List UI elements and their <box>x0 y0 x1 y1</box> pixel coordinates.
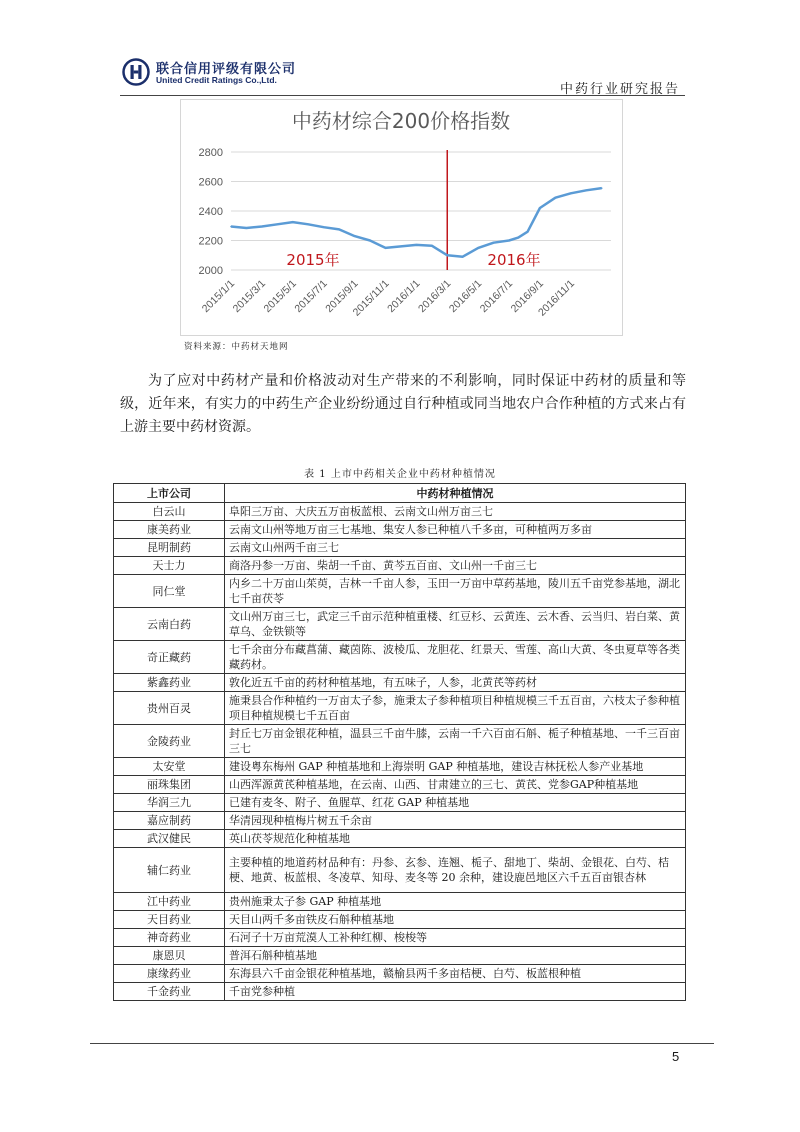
planting-info-cell: 封丘七万亩金银花种植，温县三千亩牛膝，云南一千六百亩石斛、栀子种植基地、一千三百亩三七 <box>225 725 686 758</box>
y-tick-label: 2400 <box>198 206 223 218</box>
series-point <box>585 190 587 192</box>
series-point <box>555 197 557 199</box>
body-paragraph: 为了应对中药材产量和价格波动对生产带来的不利影响，同时保证中药材的质量和等级，近年来，有实力的中药生产企业纷纷通过自行种植或同当地农户合作种植的方式来占有上游主要中药材资源。 <box>120 373 686 435</box>
series-point <box>338 229 340 231</box>
series-point <box>508 240 510 242</box>
planting-info-cell: 贵州施秉太子参 GAP 种植基地 <box>225 893 686 911</box>
planting-info-cell: 云南文山州两千亩三七 <box>225 539 686 557</box>
company-cell: 云南白药 <box>114 608 225 641</box>
company-cell: 丽珠集团 <box>114 776 225 794</box>
planting-info-cell: 石河子十万亩荒漠人工补种红柳、梭梭等 <box>225 929 686 947</box>
series-point <box>246 227 248 229</box>
planting-info-cell: 主要种植的地道药材品种有：丹参、玄参、连翘、栀子、甜地丁、柴胡、金银花、白芍、桔梗、地黄、板蓝根、冬凌草、知母、麦冬等 20 余种，建设鹿邑地区六千五百亩银杏林 <box>225 848 686 893</box>
page-number: 5 <box>672 1049 680 1064</box>
header-company: 上市公司 <box>114 484 225 503</box>
table-row <box>114 965 686 983</box>
company-cell: 天目药业 <box>114 911 225 929</box>
table-row <box>114 725 686 758</box>
table-row <box>114 830 686 848</box>
series-point <box>570 193 572 195</box>
planting-info-cell: 商洛丹参一万亩、柴胡一千亩、黄芩五百亩、文山州一千亩三七 <box>225 557 686 575</box>
header-planting: 中药材种植情况 <box>225 484 686 503</box>
planting-info-cell: 东海县六千亩金银花种植基地，赣榆县两千多亩桔梗、白芍、板蓝根种植 <box>225 965 686 983</box>
series-point <box>307 223 309 225</box>
planting-info-cell: 天目山两千多亩铁皮石斛种植基地 <box>225 911 686 929</box>
y-tick-label: 2600 <box>198 176 223 189</box>
table-row <box>114 608 686 641</box>
series-point <box>446 254 448 256</box>
annotation-2015: 2015年 <box>286 251 340 269</box>
planting-info-cell: 建设粤东梅州 GAP 种植基地和上海崇明 GAP 种植基地，建设吉林抚松人参产业基地 <box>225 758 686 776</box>
company-cell: 贵州百灵 <box>114 692 225 725</box>
table-row <box>114 503 686 521</box>
table-row <box>114 539 686 557</box>
y-tick-label: 2800 <box>198 147 223 159</box>
table-row <box>114 947 686 965</box>
series-point <box>601 187 603 189</box>
series-point <box>518 237 520 239</box>
company-cell: 奇正藏药 <box>114 641 225 674</box>
table-row <box>114 983 686 1001</box>
table-row <box>114 641 686 674</box>
series-line <box>231 188 602 257</box>
x-tick-label: 2016/1/1 <box>385 277 423 316</box>
x-tick-label: 2016/9/1 <box>508 277 547 316</box>
table-header-row <box>114 484 686 503</box>
table-row <box>114 521 686 539</box>
table-row <box>114 848 686 893</box>
table-row <box>114 758 686 776</box>
series-point <box>431 245 433 247</box>
y-tick-label: 2200 <box>198 235 223 248</box>
company-cell: 神奇药业 <box>114 929 225 947</box>
series-point <box>230 226 232 228</box>
series-point <box>477 247 479 249</box>
company-cell: 江中药业 <box>114 893 225 911</box>
series-point <box>292 221 294 223</box>
company-cell: 武汉健民 <box>114 830 225 848</box>
table-row <box>114 692 686 725</box>
table-row <box>114 794 686 812</box>
x-tick-label: 2016/3/1 <box>415 277 454 316</box>
series-point <box>493 242 495 244</box>
annotation-2016: 2016年 <box>487 251 541 269</box>
planting-info-cell: 千亩党参种植 <box>225 983 686 1001</box>
table-row <box>114 557 686 575</box>
x-tick-label: 2016/11/1 <box>535 277 577 319</box>
x-tick-label: 2015/5/1 <box>261 277 299 316</box>
planting-info-cell: 敦化近五千亩的药材种植基地，有五味子，人参，北黄芪等药材 <box>225 674 686 692</box>
company-cell: 白云山 <box>114 503 225 521</box>
table-row <box>114 674 686 692</box>
planting-info-cell: 普洱石斛种植基地 <box>225 947 686 965</box>
series-point <box>261 226 263 228</box>
x-tick-label: 2015/1/1 <box>199 277 238 316</box>
planting-info-cell: 英山茯苓规范化种植基地 <box>225 830 686 848</box>
price-index-chart <box>180 99 623 336</box>
x-tick-label: 2015/9/1 <box>323 277 361 316</box>
company-cell: 天士力 <box>114 557 225 575</box>
table-caption: 表 1 上市中药相关企业中药材种植情况 <box>304 469 496 480</box>
planting-info-cell: 山西浑源黄芪种植基地，在云南、山西、甘肃建立的三七、黄芪、党参GAP种植基地 <box>225 776 686 794</box>
series-point <box>416 244 418 246</box>
x-tick-label: 2015/11/1 <box>350 277 392 319</box>
chart-title: 中药材综合200价格指数 <box>291 109 511 133</box>
series-point <box>385 247 387 249</box>
planting-info-cell: 阜阳三万亩、大庆五万亩板蓝根、云南文山州万亩三七 <box>225 503 686 521</box>
company-name-cn: 联合信用评级有限公司 <box>156 62 297 77</box>
company-cell: 紫鑫药业 <box>114 674 225 692</box>
company-cell: 太安堂 <box>114 758 225 776</box>
planting-info-cell: 华清园现种植梅片树五千余亩 <box>225 812 686 830</box>
company-cell: 嘉应制药 <box>114 812 225 830</box>
table-row <box>114 929 686 947</box>
table-row <box>114 893 686 911</box>
company-cell: 千金药业 <box>114 983 225 1001</box>
x-tick-label: 2015/7/1 <box>292 277 330 316</box>
table-row <box>114 776 686 794</box>
chart-source-note: 资料来源：中药材天地网 <box>184 342 289 352</box>
x-tick-label: 2015/3/1 <box>230 277 269 316</box>
planting-table <box>113 483 686 1001</box>
x-tick-label: 2016/5/1 <box>446 277 485 316</box>
y-tick-label: 2000 <box>198 265 223 277</box>
page-header <box>0 0 800 100</box>
company-cell: 康美药业 <box>114 521 225 539</box>
footer-divider <box>90 1043 714 1044</box>
planting-info-cell: 内乡二十万亩山茱萸，吉林一千亩人参，玉田一万亩中草药基地，陵川五千亩党参基地，湖北七千亩茯苓 <box>225 575 686 608</box>
series-point <box>400 246 402 248</box>
series-point <box>527 231 529 233</box>
company-cell: 昆明制药 <box>114 539 225 557</box>
series-point <box>539 207 541 209</box>
company-cell: 金陵药业 <box>114 725 225 758</box>
table-row <box>114 812 686 830</box>
series-point <box>277 223 279 225</box>
planting-info-cell: 云南文山州等地万亩三七基地、集安人参已种植八千多亩，可种植两万多亩 <box>225 521 686 539</box>
report-title: 中药行业研究报告 <box>559 82 680 97</box>
table-row <box>114 575 686 608</box>
company-name-en: United Credit Ratings Co.,Ltd. <box>156 75 277 85</box>
series-point <box>462 256 464 258</box>
series-point <box>323 226 325 228</box>
planting-info-cell: 施秉县合作种植约一万亩太子参，施秉太子参种植项目种植规模三千五百亩，六枝太子参种植项目种植规模七千五百亩 <box>225 692 686 725</box>
company-cell: 同仁堂 <box>114 575 225 608</box>
planting-info-cell: 七千余亩分布藏菖蒲、藏茵陈、波棱瓜、龙胆花、红景天、雪莲、高山大黄、冬虫夏草等各类藏药材。 <box>225 641 686 674</box>
planting-info-cell: 文山州万亩三七，武定三千亩示范种植重楼、红豆杉、云黄连、云木香、云当归、岩白菜、黄草乌、金铁锁等 <box>225 608 686 641</box>
company-cell: 辅仁药业 <box>114 848 225 893</box>
chart-svg <box>181 100 622 335</box>
series-point <box>354 235 356 237</box>
series-point <box>369 240 371 242</box>
company-cell: 康恩贝 <box>114 947 225 965</box>
company-cell: 康缘药业 <box>114 965 225 983</box>
table-row <box>114 911 686 929</box>
header-divider <box>120 95 685 96</box>
x-tick-label: 2016/7/1 <box>477 277 516 316</box>
company-cell: 华润三九 <box>114 794 225 812</box>
company-logo-icon <box>122 58 150 86</box>
planting-info-cell: 已建有麦冬、附子、鱼腥草、红花 GAP 种植基地 <box>225 794 686 812</box>
